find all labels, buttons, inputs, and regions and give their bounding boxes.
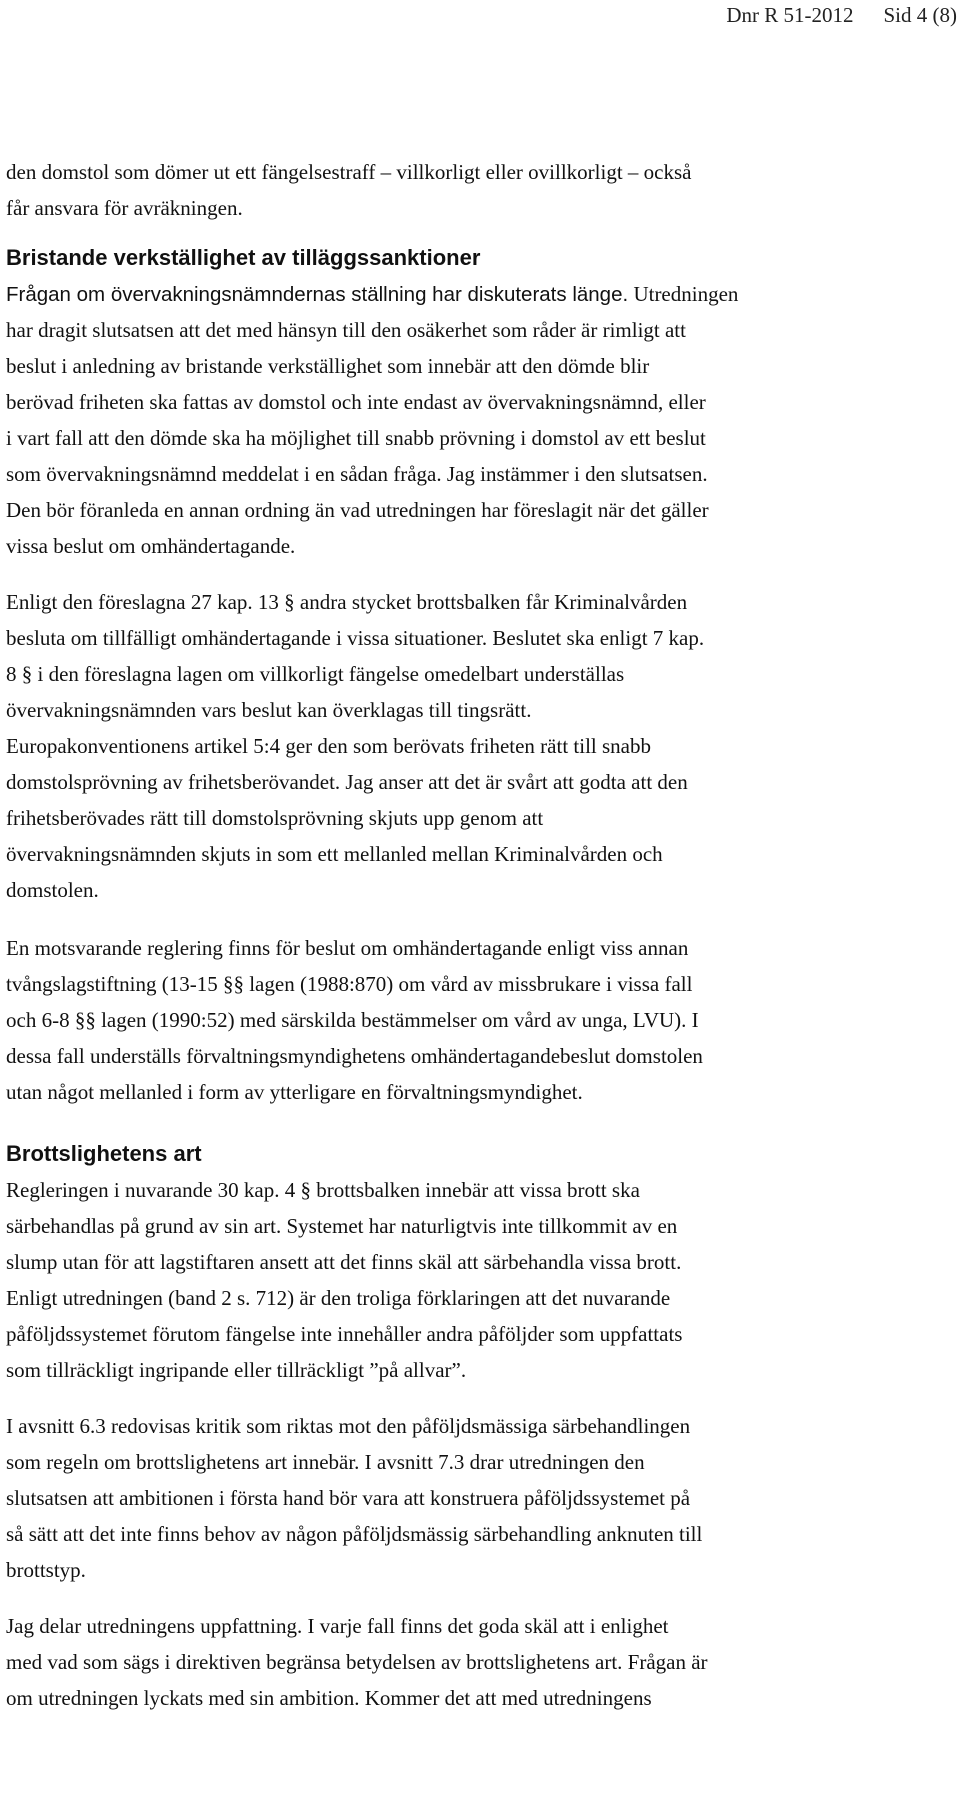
text-line: som övervakningsnämnd meddelat i en sådan fråga. Jag instämmer i den slutsatsen.: [6, 462, 708, 486]
text-line: om utredningen lyckats med sin ambition. Kommer det att med utredningens: [6, 1686, 652, 1710]
paragraph-tvangslagstiftning: [6, 930, 956, 1110]
paragraph-avsnitt: [6, 1408, 956, 1588]
text-line: övervakningsnämnden skjuts in som ett mellanled mellan Kriminalvården och: [6, 842, 663, 866]
text-line: I avsnitt 6.3 redovisas kritik som riktas mot den påföljdsmässiga särbehandlingen: [6, 1414, 691, 1438]
paragraph-regleringen: [6, 1172, 956, 1388]
text-line: slump utan för att lagstiftaren ansett att det finns skäl att särbehandla vissa brott.: [6, 1250, 682, 1274]
text-span: Frågan om övervakningsnämndernas ställning har diskuterats länge.: [6, 283, 629, 306]
text-line: besluta om tillfälligt omhändertagande i vissa situationer. Beslutet ska enligt 7 kap.: [6, 626, 705, 650]
text-line: Enligt utredningen (band 2 s. 712) är den troliga förklaringen att det nuvarande: [6, 1286, 671, 1310]
text-line: Jag delar utredningens uppfattning. I varje fall finns det goda skäl att i enlighet: [6, 1614, 669, 1638]
text-line: den domstol som dömer ut ett fängelsestraff – villkorligt eller ovillkorligt – också: [6, 160, 692, 184]
text-line: tvångslagstiftning (13-15 §§ lagen (1988:870) om vård av missbrukare i vissa fall: [6, 972, 693, 996]
text-line: vissa beslut om omhändertagande.: [6, 534, 296, 558]
text-line: brottstyp.: [6, 1558, 86, 1582]
text-line: i vart fall att den dömde ska ha möjlighet till snabb prövning i domstol av ett beslut: [6, 426, 706, 450]
text-line: påföljdssystemet förutom fängelse inte innehåller andra påföljder som uppfattats: [6, 1322, 683, 1346]
text-line: så sätt att det inte finns behov av någon påföljdsmässig särbehandling anknuten till: [6, 1522, 703, 1546]
text-line: domstolen.: [6, 878, 99, 902]
text-span: Utredningen: [628, 282, 739, 306]
text-line: och 6-8 §§ lagen (1990:52) med särskilda bestämmelser om vård av unga, LVU). I: [6, 1008, 699, 1032]
page-number: Sid 4 (8): [883, 3, 957, 27]
text-line: får ansvara för avräkningen.: [6, 196, 243, 220]
text-line: Europakonventionens artikel 5:4 ger den som berövats friheten rätt till snabb: [6, 734, 651, 758]
text-line: särbehandlas på grund av sin art. Systemet har naturligtvis inte tillkommit av en: [6, 1214, 678, 1238]
text-line: Den bör föranleda en annan ordning än vad utredningen har föreslagit när det gäller: [6, 498, 709, 522]
text-line: som tillräckligt ingripande eller tillräckligt ”på allvar”.: [6, 1358, 467, 1382]
text-line: med vad som sägs i direktiven begränsa betydelsen av brottslighetens art. Frågan är: [6, 1650, 708, 1674]
text-line: berövad friheten ska fattas av domstol och inte endast av övervakningsnämnd, eller: [6, 390, 706, 414]
text-line: som regeln om brottslighetens art innebär. I avsnitt 7.3 drar utredningen den: [6, 1450, 645, 1474]
section-heading-verkstallighet: Bristande verkställighet av tilläggssanktioner: [6, 245, 481, 270]
paragraph-overvakningsnamnd: [6, 276, 956, 564]
paragraph-omhandertagande: [6, 584, 956, 908]
text-line: domstolsprövning av frihetsberövandet. Jag anser att det är svårt att godta att den: [6, 770, 688, 794]
text-line: frihetsberövades rätt till domstolsprövning skjuts upp genom att: [6, 806, 544, 830]
text-line: [6, 276, 956, 312]
text-line: utan något mellanled i form av ytterligare en förvaltningsmyndighet.: [6, 1080, 583, 1104]
section-heading-brottslighetens-art: Brottslighetens art: [6, 1141, 202, 1166]
text-line: slutsatsen att ambitionen i första hand bör vara att konstruera påföljdssystemet på: [6, 1486, 691, 1510]
text-line: 8 § i den föreslagna lagen om villkorligt fängelse omedelbart underställas: [6, 662, 625, 686]
text-line: beslut i anledning av bristande verkställighet som innebär att den dömde blir: [6, 354, 650, 378]
paragraph-uppfattning: [6, 1608, 956, 1716]
text-line: Enligt den föreslagna 27 kap. 13 § andra stycket brottsbalken får Kriminalvården: [6, 590, 688, 614]
text-line: dessa fall underställs förvaltningsmyndighetens omhändertagandebeslut domstolen: [6, 1044, 703, 1068]
document-number: Dnr R 51-2012: [726, 3, 854, 27]
page-header: [726, 3, 957, 28]
document-body: [6, 154, 956, 1716]
text-line: har dragit slutsatsen att det med hänsyn till den osäkerhet som råder är rimligt att: [6, 318, 686, 342]
text-line: övervakningsnämnden vars beslut kan överklagas till tingsrätt.: [6, 698, 532, 722]
paragraph-avrakning: [6, 154, 956, 226]
text-line: Regleringen i nuvarande 30 kap. 4 § brottsbalken innebär att vissa brott ska: [6, 1178, 640, 1202]
text-line: En motsvarande reglering finns för beslut om omhändertagande enligt viss annan: [6, 936, 689, 960]
